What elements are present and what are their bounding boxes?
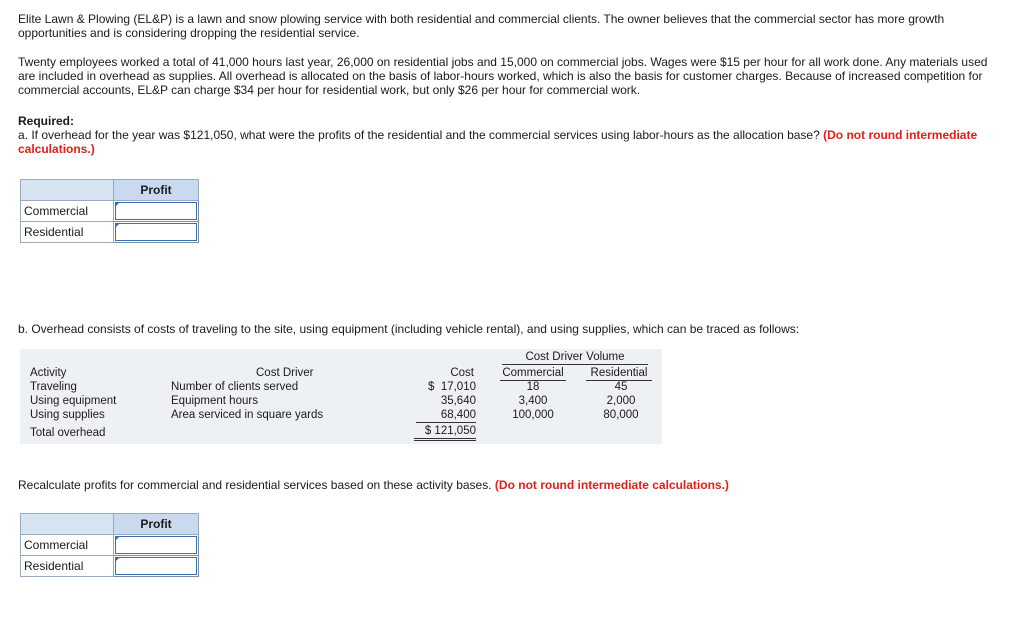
row-label-residential: Residential xyxy=(21,556,114,577)
driver-supplies: Area serviced in square yards xyxy=(171,409,324,421)
profit-header: Profit xyxy=(114,180,199,201)
input-flag-icon xyxy=(115,202,120,207)
cost-equipment: 35,640 xyxy=(440,395,476,407)
col-header-cost-driver: Cost Driver xyxy=(256,367,314,379)
overhead-table xyxy=(20,349,662,444)
part-b-note: (Do not round intermediate calculations.) xyxy=(494,478,729,492)
residential-traveling: 45 xyxy=(614,381,628,393)
volume-header: Cost Driver Volume xyxy=(502,350,648,365)
activity-equipment: Using equipment xyxy=(30,395,117,407)
residential-profit-input-a[interactable] xyxy=(115,223,197,241)
profit-header: Profit xyxy=(114,514,199,535)
part-a-question: a. If overhead for the year was $121,050, what were the profits of the residential and the commercial services using labor-hours as the allocation base? xyxy=(18,128,820,142)
driver-equipment: Equipment hours xyxy=(171,395,258,407)
driver-traveling: Number of clients served xyxy=(171,381,299,393)
recalc-instruction: Recalculate profits for commercial and residential services based on these activity bases. xyxy=(18,478,492,492)
input-flag-icon xyxy=(115,557,120,562)
col-header-residential: Residential xyxy=(586,366,652,381)
commercial-profit-input-b[interactable] xyxy=(115,536,197,554)
commercial-profit-input-a[interactable] xyxy=(115,202,197,220)
row-label-commercial: Commercial xyxy=(21,201,114,222)
profit-cell-residential xyxy=(114,222,199,243)
activity-supplies: Using supplies xyxy=(30,409,105,421)
profit-cell-commercial xyxy=(114,201,199,222)
required-label: Required: xyxy=(18,114,75,128)
profit-cell-residential xyxy=(114,556,199,577)
row-label-residential: Residential xyxy=(21,222,114,243)
cost-supplies: 68,400 xyxy=(416,408,476,423)
input-flag-icon xyxy=(115,536,120,541)
cost-traveling: $ 17,010 xyxy=(428,381,476,393)
commercial-supplies: 100,000 xyxy=(512,409,554,421)
total-overhead-cost: $ 121,050 xyxy=(414,424,476,441)
part-a-note: (Do not round intermediate calculations.) xyxy=(18,128,978,156)
header-blank-cell xyxy=(21,180,114,201)
total-overhead-label: Total overhead xyxy=(30,427,106,439)
intro-paragraph: Elite Lawn & Plowing (EL&P) is a lawn and snow plowing service with both residential and commercial clients. The owner believes that the commercial sector has more growth opportunities and is considering dropping the residential service. xyxy=(18,12,945,40)
commercial-traveling: 18 xyxy=(526,381,540,393)
details-paragraph: Twenty employees worked a total of 41,000 hours last year, 26,000 on residential jobs and 15,000 on commercial jobs. Wages were $15 per hour for all work done. Any materials used are included in overhead as supplies. All overhead is allocated on the basis of labor-hours worked, which is also the basis for customer charges. Because of increased competition for commercial accounts, EL&P can charge $34 per hour for residential work, but only $26 per hour for commercial work. xyxy=(18,55,988,97)
part-a-answer-table xyxy=(20,179,199,243)
residential-profit-input-b[interactable] xyxy=(115,557,197,575)
part-a-block xyxy=(18,114,1008,156)
input-flag-icon xyxy=(115,223,120,228)
col-header-commercial: Commercial xyxy=(500,366,566,381)
residential-supplies: 80,000 xyxy=(603,409,639,421)
col-header-activity: Activity xyxy=(30,367,67,379)
activity-traveling: Traveling xyxy=(30,381,77,393)
part-b-question: b. Overhead consists of costs of traveling to the site, using equipment (including vehicle rental), and using supplies, which can be traced as follows: xyxy=(18,322,800,336)
col-header-cost: Cost xyxy=(450,367,474,379)
header-blank-cell xyxy=(21,514,114,535)
row-label-commercial: Commercial xyxy=(21,535,114,556)
part-b-answer-table xyxy=(20,513,199,577)
recalc-block xyxy=(18,478,1008,492)
commercial-equipment: 3,400 xyxy=(518,395,548,407)
residential-equipment: 2,000 xyxy=(606,395,636,407)
profit-cell-commercial xyxy=(114,535,199,556)
